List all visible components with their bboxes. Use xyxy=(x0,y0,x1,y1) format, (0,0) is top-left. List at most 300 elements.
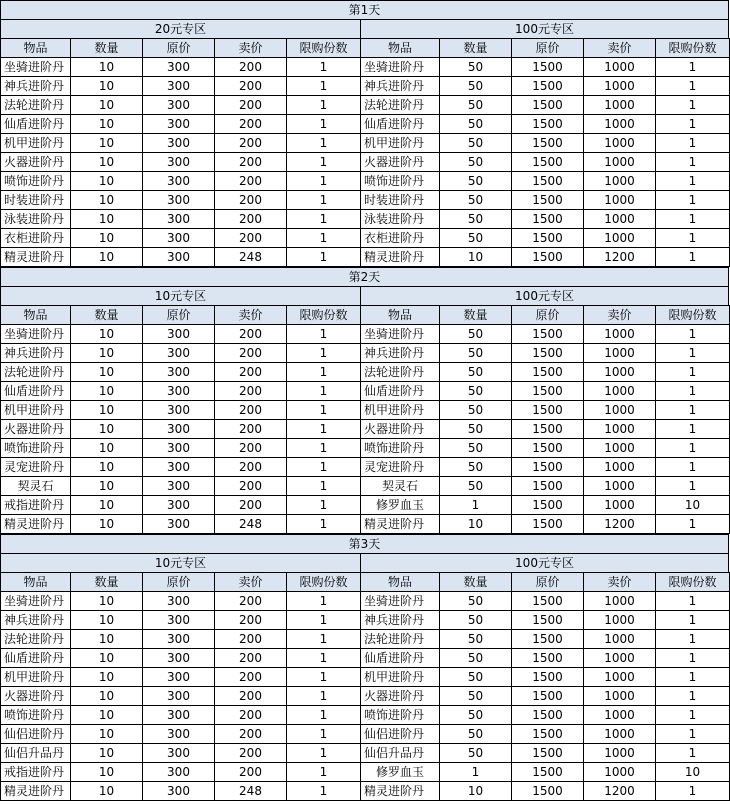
value-cell: 300 xyxy=(143,649,215,668)
value-cell: 10 xyxy=(71,115,143,134)
value-cell: 1 xyxy=(287,477,361,496)
price-table xyxy=(0,572,361,801)
column-header: 数量 xyxy=(71,306,143,325)
column-header: 卖价 xyxy=(215,573,287,592)
table-row xyxy=(361,363,730,382)
value-cell: 10 xyxy=(71,153,143,172)
value-cell: 1000 xyxy=(584,420,656,439)
value-cell: 200 xyxy=(215,611,287,630)
value-cell: 50 xyxy=(440,382,512,401)
table-row xyxy=(1,363,361,382)
value-cell: 200 xyxy=(215,649,287,668)
value-cell: 1 xyxy=(656,172,730,191)
value-cell: 1000 xyxy=(584,725,656,744)
day-zones xyxy=(0,553,729,801)
value-cell: 1000 xyxy=(584,229,656,248)
value-cell: 1000 xyxy=(584,630,656,649)
value-cell: 10 xyxy=(71,96,143,115)
value-cell: 200 xyxy=(215,153,287,172)
value-cell: 1500 xyxy=(512,649,584,668)
table-row xyxy=(1,477,361,496)
value-cell: 1500 xyxy=(512,58,584,77)
zone-title: 10元专区 xyxy=(0,553,360,572)
value-cell: 1 xyxy=(287,248,361,267)
value-cell: 300 xyxy=(143,58,215,77)
value-cell: 1500 xyxy=(512,515,584,534)
table-row xyxy=(361,401,730,420)
value-cell: 50 xyxy=(440,744,512,763)
value-cell: 1000 xyxy=(584,172,656,191)
value-cell: 1 xyxy=(440,496,512,515)
value-cell: 200 xyxy=(215,115,287,134)
value-cell: 1 xyxy=(287,592,361,611)
value-cell: 1000 xyxy=(584,363,656,382)
item-name-cell: 喷饰进阶丹 xyxy=(361,172,440,191)
value-cell: 300 xyxy=(143,248,215,267)
value-cell: 50 xyxy=(440,134,512,153)
value-cell: 1 xyxy=(287,630,361,649)
table-row xyxy=(1,611,361,630)
item-name-cell: 戒指进阶丹 xyxy=(1,763,71,782)
value-cell: 1500 xyxy=(512,744,584,763)
value-cell: 1 xyxy=(656,439,730,458)
table-row xyxy=(1,153,361,172)
item-name-cell: 神兵进阶丹 xyxy=(361,344,440,363)
value-cell: 50 xyxy=(440,420,512,439)
value-cell: 1 xyxy=(656,477,730,496)
column-header: 卖价 xyxy=(584,573,656,592)
value-cell: 1 xyxy=(656,687,730,706)
column-header: 原价 xyxy=(512,573,584,592)
table-row xyxy=(361,210,730,229)
item-name-cell: 精灵进阶丹 xyxy=(361,248,440,267)
value-cell: 10 xyxy=(71,706,143,725)
value-cell: 1500 xyxy=(512,592,584,611)
value-cell: 1000 xyxy=(584,96,656,115)
zone-title: 100元专区 xyxy=(360,286,729,305)
value-cell: 10 xyxy=(71,210,143,229)
value-cell: 300 xyxy=(143,134,215,153)
table-row xyxy=(361,782,730,801)
value-cell: 300 xyxy=(143,611,215,630)
table-row xyxy=(1,782,361,801)
value-cell: 50 xyxy=(440,687,512,706)
table-row xyxy=(1,439,361,458)
value-cell: 50 xyxy=(440,363,512,382)
item-name-cell: 仙盾进阶丹 xyxy=(1,382,71,401)
value-cell: 1 xyxy=(287,172,361,191)
value-cell: 10 xyxy=(71,496,143,515)
value-cell: 1 xyxy=(287,744,361,763)
table-row xyxy=(361,172,730,191)
value-cell: 1 xyxy=(656,363,730,382)
item-name-cell: 仙盾进阶丹 xyxy=(361,382,440,401)
value-cell: 1 xyxy=(287,115,361,134)
column-header: 数量 xyxy=(71,39,143,58)
item-name-cell: 修罗血玉 xyxy=(361,763,440,782)
value-cell: 1500 xyxy=(512,248,584,267)
value-cell: 1500 xyxy=(512,706,584,725)
value-cell: 200 xyxy=(215,706,287,725)
header-row xyxy=(361,39,730,58)
table-row xyxy=(1,382,361,401)
value-cell: 10 xyxy=(71,592,143,611)
table-row xyxy=(361,763,730,782)
value-cell: 1500 xyxy=(512,77,584,96)
day-title: 第3天 xyxy=(0,534,729,553)
value-cell: 10 xyxy=(71,248,143,267)
value-cell: 1500 xyxy=(512,96,584,115)
header-row xyxy=(1,573,361,592)
value-cell: 1000 xyxy=(584,325,656,344)
table-row xyxy=(361,191,730,210)
value-cell: 10 xyxy=(71,77,143,96)
value-cell: 1 xyxy=(287,344,361,363)
value-cell: 1500 xyxy=(512,763,584,782)
column-header: 数量 xyxy=(71,573,143,592)
value-cell: 1 xyxy=(287,687,361,706)
table-row xyxy=(1,649,361,668)
value-cell: 1500 xyxy=(512,134,584,153)
table-row xyxy=(1,96,361,115)
value-cell: 50 xyxy=(440,592,512,611)
value-cell: 200 xyxy=(215,592,287,611)
price-table xyxy=(0,38,361,267)
value-cell: 1000 xyxy=(584,496,656,515)
table-row xyxy=(361,687,730,706)
value-cell: 1 xyxy=(287,496,361,515)
value-cell: 300 xyxy=(143,477,215,496)
item-name-cell: 精灵进阶丹 xyxy=(1,248,71,267)
value-cell: 10 xyxy=(71,782,143,801)
value-cell: 200 xyxy=(215,687,287,706)
value-cell: 1 xyxy=(287,210,361,229)
column-header: 卖价 xyxy=(215,306,287,325)
value-cell: 1500 xyxy=(512,344,584,363)
value-cell: 1000 xyxy=(584,401,656,420)
item-name-cell: 火器进阶丹 xyxy=(361,153,440,172)
value-cell: 1000 xyxy=(584,611,656,630)
item-name-cell: 坐骑进阶丹 xyxy=(361,325,440,344)
value-cell: 300 xyxy=(143,325,215,344)
value-cell: 10 xyxy=(71,229,143,248)
value-cell: 10 xyxy=(71,134,143,153)
column-header: 限购份数 xyxy=(287,306,361,325)
column-header: 原价 xyxy=(512,39,584,58)
table-row xyxy=(361,115,730,134)
column-header: 限购份数 xyxy=(287,39,361,58)
value-cell: 200 xyxy=(215,763,287,782)
table-row xyxy=(1,458,361,477)
price-table xyxy=(360,38,730,267)
table-row xyxy=(1,191,361,210)
value-cell: 1500 xyxy=(512,687,584,706)
value-cell: 10 xyxy=(71,687,143,706)
value-cell: 1500 xyxy=(512,172,584,191)
table-row xyxy=(1,325,361,344)
zone-left xyxy=(0,286,360,534)
item-name-cell: 泳装进阶丹 xyxy=(361,210,440,229)
value-cell: 300 xyxy=(143,96,215,115)
value-cell: 1 xyxy=(287,191,361,210)
value-cell: 1000 xyxy=(584,649,656,668)
item-name-cell: 衣柜进阶丹 xyxy=(361,229,440,248)
value-cell: 300 xyxy=(143,630,215,649)
table-row xyxy=(1,172,361,191)
item-name-cell: 法轮进阶丹 xyxy=(1,363,71,382)
table-row xyxy=(361,668,730,687)
value-cell: 1500 xyxy=(512,115,584,134)
item-name-cell: 机甲进阶丹 xyxy=(361,401,440,420)
item-name-cell: 火器进阶丹 xyxy=(1,420,71,439)
value-cell: 300 xyxy=(143,77,215,96)
item-name-cell: 仙盾进阶丹 xyxy=(361,649,440,668)
table-row xyxy=(1,210,361,229)
column-header: 卖价 xyxy=(215,39,287,58)
value-cell: 300 xyxy=(143,420,215,439)
item-name-cell: 坐骑进阶丹 xyxy=(1,592,71,611)
value-cell: 10 xyxy=(71,344,143,363)
column-header: 数量 xyxy=(440,39,512,58)
value-cell: 1 xyxy=(287,58,361,77)
value-cell: 50 xyxy=(440,210,512,229)
item-name-cell: 精灵进阶丹 xyxy=(361,515,440,534)
table-row xyxy=(1,344,361,363)
value-cell: 200 xyxy=(215,58,287,77)
value-cell: 10 xyxy=(71,477,143,496)
table-row xyxy=(361,611,730,630)
value-cell: 1 xyxy=(656,420,730,439)
value-cell: 10 xyxy=(71,191,143,210)
price-table xyxy=(0,305,361,534)
value-cell: 300 xyxy=(143,382,215,401)
value-cell: 300 xyxy=(143,763,215,782)
value-cell: 1 xyxy=(656,96,730,115)
value-cell: 10 xyxy=(71,515,143,534)
table-row xyxy=(1,687,361,706)
value-cell: 10 xyxy=(71,325,143,344)
table-row xyxy=(361,592,730,611)
item-name-cell: 喷饰进阶丹 xyxy=(1,706,71,725)
value-cell: 1 xyxy=(656,191,730,210)
value-cell: 1200 xyxy=(584,515,656,534)
value-cell: 50 xyxy=(440,649,512,668)
table-row xyxy=(1,401,361,420)
value-cell: 50 xyxy=(440,439,512,458)
value-cell: 1500 xyxy=(512,420,584,439)
value-cell: 1500 xyxy=(512,382,584,401)
value-cell: 1500 xyxy=(512,477,584,496)
value-cell: 1 xyxy=(287,134,361,153)
value-cell: 248 xyxy=(215,515,287,534)
column-header: 物品 xyxy=(361,573,440,592)
value-cell: 1 xyxy=(287,725,361,744)
value-cell: 50 xyxy=(440,630,512,649)
item-name-cell: 神兵进阶丹 xyxy=(1,344,71,363)
value-cell: 200 xyxy=(215,363,287,382)
table-row xyxy=(1,248,361,267)
column-header: 物品 xyxy=(1,39,71,58)
value-cell: 50 xyxy=(440,668,512,687)
value-cell: 1 xyxy=(287,611,361,630)
value-cell: 1 xyxy=(656,649,730,668)
value-cell: 1000 xyxy=(584,210,656,229)
value-cell: 50 xyxy=(440,191,512,210)
value-cell: 50 xyxy=(440,96,512,115)
value-cell: 1000 xyxy=(584,706,656,725)
table-row xyxy=(361,229,730,248)
value-cell: 248 xyxy=(215,782,287,801)
value-cell: 300 xyxy=(143,744,215,763)
item-name-cell: 机甲进阶丹 xyxy=(1,668,71,687)
item-name-cell: 仙侣进阶丹 xyxy=(361,725,440,744)
value-cell: 1000 xyxy=(584,58,656,77)
table-row xyxy=(361,477,730,496)
value-cell: 1 xyxy=(287,649,361,668)
value-cell: 10 xyxy=(71,725,143,744)
zone-left xyxy=(0,19,360,267)
value-cell: 1500 xyxy=(512,363,584,382)
value-cell: 200 xyxy=(215,458,287,477)
value-cell: 50 xyxy=(440,172,512,191)
zone-right xyxy=(360,19,729,267)
value-cell: 1000 xyxy=(584,344,656,363)
value-cell: 50 xyxy=(440,611,512,630)
zone-title: 100元专区 xyxy=(360,19,729,38)
item-name-cell: 火器进阶丹 xyxy=(1,153,71,172)
value-cell: 1 xyxy=(287,363,361,382)
value-cell: 1 xyxy=(287,782,361,801)
value-cell: 1500 xyxy=(512,153,584,172)
value-cell: 1 xyxy=(656,115,730,134)
column-header: 原价 xyxy=(143,306,215,325)
value-cell: 300 xyxy=(143,210,215,229)
value-cell: 200 xyxy=(215,96,287,115)
value-cell: 200 xyxy=(215,496,287,515)
day-title: 第1天 xyxy=(0,0,729,19)
table-row xyxy=(361,725,730,744)
value-cell: 1200 xyxy=(584,248,656,267)
table-row xyxy=(361,344,730,363)
value-cell: 200 xyxy=(215,420,287,439)
value-cell: 1000 xyxy=(584,153,656,172)
value-cell: 10 xyxy=(656,496,730,515)
value-cell: 1 xyxy=(287,706,361,725)
value-cell: 50 xyxy=(440,229,512,248)
price-table xyxy=(360,305,730,534)
value-cell: 50 xyxy=(440,477,512,496)
item-name-cell: 火器进阶丹 xyxy=(1,687,71,706)
value-cell: 200 xyxy=(215,668,287,687)
value-cell: 10 xyxy=(440,782,512,801)
value-cell: 1200 xyxy=(584,782,656,801)
table-row xyxy=(1,115,361,134)
item-name-cell: 神兵进阶丹 xyxy=(361,77,440,96)
value-cell: 1500 xyxy=(512,229,584,248)
item-name-cell: 坐骑进阶丹 xyxy=(361,592,440,611)
column-header: 原价 xyxy=(512,306,584,325)
value-cell: 1000 xyxy=(584,191,656,210)
zone-left xyxy=(0,553,360,801)
item-name-cell: 喷饰进阶丹 xyxy=(361,706,440,725)
table-row xyxy=(361,515,730,534)
table-row xyxy=(1,725,361,744)
table-row xyxy=(361,134,730,153)
item-name-cell: 坐骑进阶丹 xyxy=(1,58,71,77)
item-name-cell: 机甲进阶丹 xyxy=(361,134,440,153)
value-cell: 1 xyxy=(287,420,361,439)
value-cell: 1000 xyxy=(584,115,656,134)
item-name-cell: 法轮进阶丹 xyxy=(361,96,440,115)
value-cell: 10 xyxy=(71,668,143,687)
item-name-cell: 火器进阶丹 xyxy=(361,687,440,706)
value-cell: 1 xyxy=(656,744,730,763)
table-row xyxy=(361,382,730,401)
table-row xyxy=(361,248,730,267)
day-zones xyxy=(0,19,729,267)
value-cell: 300 xyxy=(143,592,215,611)
value-cell: 1 xyxy=(656,515,730,534)
item-name-cell: 神兵进阶丹 xyxy=(361,611,440,630)
column-header: 物品 xyxy=(361,306,440,325)
table-row xyxy=(1,668,361,687)
value-cell: 1 xyxy=(656,58,730,77)
column-header: 原价 xyxy=(143,573,215,592)
item-name-cell: 契灵石 xyxy=(361,477,440,496)
table-row xyxy=(1,763,361,782)
column-header: 限购份数 xyxy=(656,573,730,592)
item-name-cell: 灵宠进阶丹 xyxy=(361,458,440,477)
value-cell: 10 xyxy=(71,649,143,668)
header-row xyxy=(361,573,730,592)
item-name-cell: 仙盾进阶丹 xyxy=(1,115,71,134)
item-name-cell: 灵宠进阶丹 xyxy=(1,458,71,477)
value-cell: 200 xyxy=(215,477,287,496)
value-cell: 1500 xyxy=(512,630,584,649)
value-cell: 50 xyxy=(440,458,512,477)
column-header: 物品 xyxy=(1,306,71,325)
value-cell: 300 xyxy=(143,191,215,210)
value-cell: 300 xyxy=(143,706,215,725)
table-row xyxy=(1,630,361,649)
value-cell: 1 xyxy=(656,210,730,229)
value-cell: 1000 xyxy=(584,763,656,782)
value-cell: 1000 xyxy=(584,382,656,401)
column-header: 原价 xyxy=(143,39,215,58)
value-cell: 200 xyxy=(215,439,287,458)
value-cell: 200 xyxy=(215,382,287,401)
column-header: 限购份数 xyxy=(287,573,361,592)
value-cell: 1500 xyxy=(512,782,584,801)
value-cell: 10 xyxy=(71,458,143,477)
value-cell: 10 xyxy=(440,515,512,534)
value-cell: 300 xyxy=(143,153,215,172)
table-row xyxy=(1,592,361,611)
value-cell: 200 xyxy=(215,744,287,763)
value-cell: 10 xyxy=(656,763,730,782)
value-cell: 1 xyxy=(287,458,361,477)
value-cell: 1 xyxy=(656,592,730,611)
value-cell: 10 xyxy=(440,248,512,267)
value-cell: 50 xyxy=(440,58,512,77)
header-row xyxy=(1,39,361,58)
value-cell: 1500 xyxy=(512,325,584,344)
zone-title: 100元专区 xyxy=(360,553,729,572)
table-row xyxy=(361,96,730,115)
column-header: 数量 xyxy=(440,306,512,325)
table-row xyxy=(361,58,730,77)
column-header: 限购份数 xyxy=(656,306,730,325)
